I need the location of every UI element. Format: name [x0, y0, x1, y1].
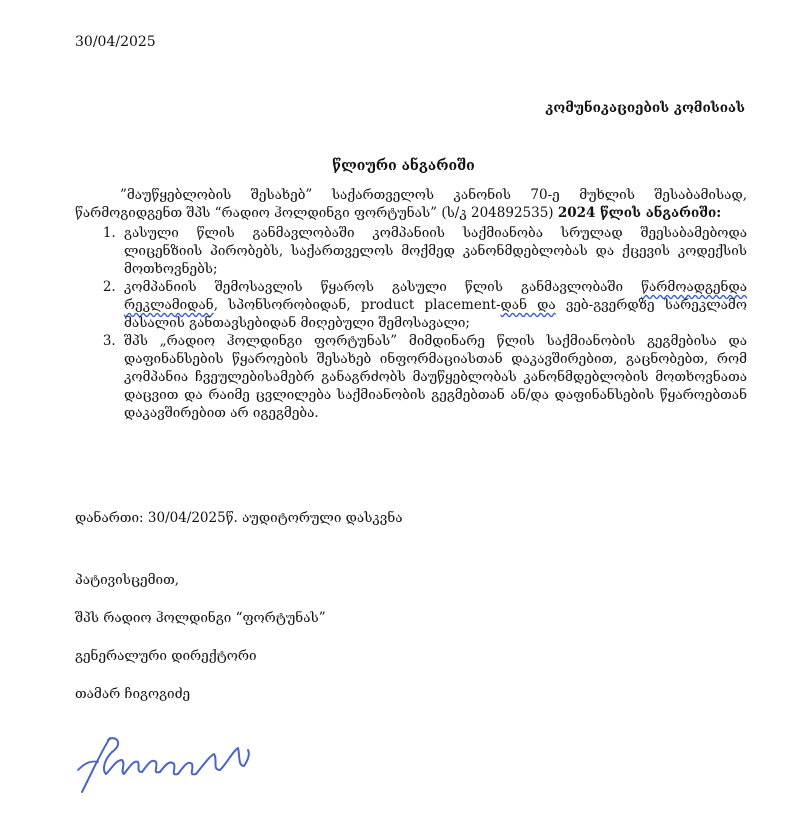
closing-name: თამარ ჩიგოგიძე [75, 686, 191, 702]
closing-regards: პატივისცემით, [75, 572, 179, 588]
list-item [120, 278, 747, 332]
intro-bold: 2024 წლის ანგარიში: [557, 205, 722, 221]
closing-position: გენერალური დირექტორი [75, 648, 257, 664]
spellcheck-text: წარმოადგენდა რეკლამიდან [124, 279, 747, 313]
closing-company: შპს რადიო ჰოლდინგი “ფორტუნას” [75, 610, 326, 626]
intro-text: ”მაუწყებლობის შესახებ” საქართველოს კანონის 70-ე მუხლის შესაბამისად, წარმოგიდგენთ შპს “რადიო ჰოლდინგი ფორტუნას” (ს/კ 204892535) [75, 187, 747, 221]
handwritten-signature [72, 730, 262, 800]
list-item-text: ვებ-გვერდზე სარეკლამო მასალის განთავსებიდან მიღებული შემოსავალი; [124, 297, 747, 331]
attachment-line: დანართი: 30/04/2025წ. აუდიტორული დასკვნა [75, 510, 403, 526]
list-item-text: , სპონსორობიდან, product placement- [213, 297, 501, 313]
document-title: წლიური ანგარიში [332, 158, 475, 174]
report-body [75, 186, 747, 422]
spellcheck-text: დან და [500, 297, 556, 313]
list-item [120, 224, 747, 278]
list-item-text: კომპანიის შემოსავლის წყაროს გასული წლის განმავლობაში [124, 279, 642, 295]
list-item-text: გასული წლის განმავლობაში კომპანიის საქმიანობა სრულად შეესაბამებოდა ლიცენზიის პირობებს, საქართველოს მოქმედ კანონმდებლობას და ქცევის კოდექსის მოთხოვნებს; [124, 225, 747, 277]
statement-list [75, 224, 747, 422]
list-item-text: შპს „რადიო ჰოლდინგი ფორტუნას” მიმდინარე წლის საქმიანობის გეგმებისა და დაფინანსების წყაროების შესახებ ინფორმაციასთან დაკავშირებით, გაცნობებთ, რომ კომპანია ჩვეულებისამებრ განაგრძობს მაუწყებლობას კანონმდებლობის მოთხოვნათა დაცვით და რაიმე ცვლილება საქმიანობის გეგმებთან ან/და დაფინანსების წყაროებთან დაკავშირებით არ იგეგმება. [124, 333, 747, 421]
intro-paragraph [75, 186, 747, 222]
recipient: კომუნიკაციების კომისიას [545, 100, 745, 116]
document-date: 30/04/2025 [75, 34, 156, 50]
list-item [120, 332, 747, 422]
